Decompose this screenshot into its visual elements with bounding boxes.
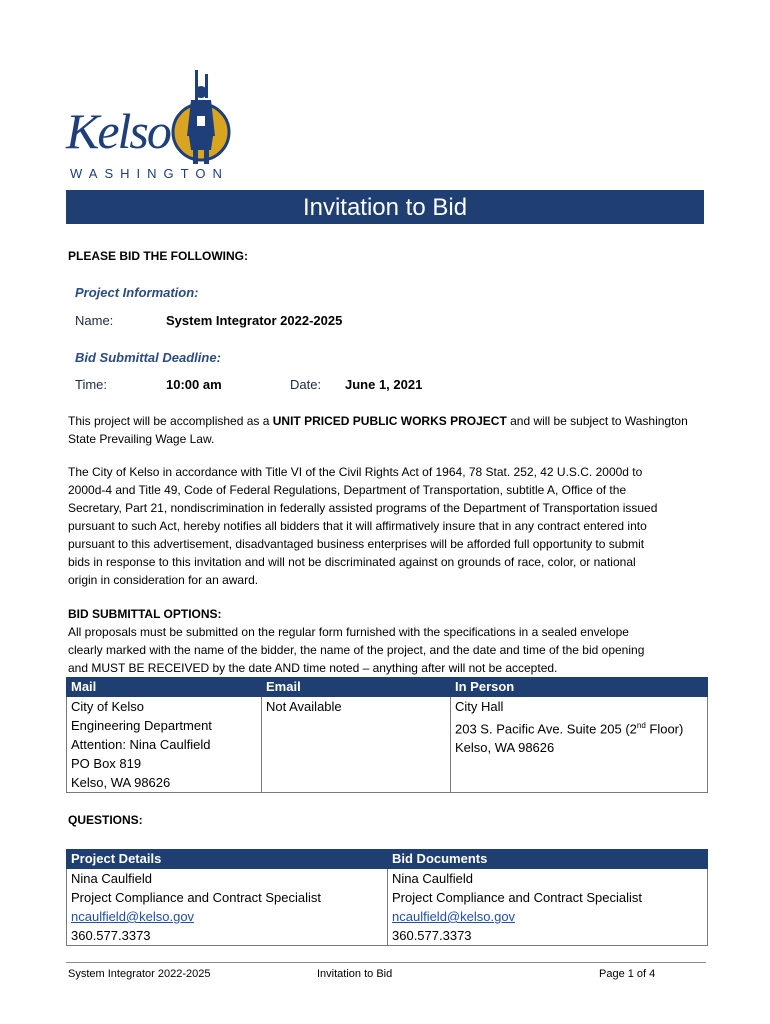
deadline-label: Bid Submittal Deadline: xyxy=(75,350,221,365)
time-label: Time: xyxy=(75,377,108,392)
contact-phone: 360.577.3373 xyxy=(392,928,472,943)
table-row xyxy=(67,697,708,793)
logo-wordmark: Kelso xyxy=(66,103,170,159)
footer-center: Invitation to Bid xyxy=(317,968,393,980)
para2-line-3: Secretary, Part 21, nondiscrimination in federally assisted programs of the Department of Transportation issued xyxy=(68,501,658,515)
in-person-line-3: Kelso, WA 98626 xyxy=(455,740,555,756)
civil-rights-paragraph xyxy=(68,463,708,589)
footer-divider xyxy=(66,962,706,963)
mail-line: City of Kelso xyxy=(71,699,144,714)
in-person-address-pre: 203 S. Pacific Ave. Suite 205 (2 xyxy=(455,721,637,737)
bid-options-line-3: and MUST BE RECEIVED by the date AND time noted – anything after will not be accepted. xyxy=(68,661,558,675)
mail-line: Kelso, WA 98626 xyxy=(71,775,171,790)
contact-role: Project Compliance and Contract Specialist xyxy=(71,890,322,905)
bagpiper-seal-icon xyxy=(171,66,233,170)
project-name-value: System Integrator 2022-2025 xyxy=(166,313,343,328)
date-value: June 1, 2021 xyxy=(345,377,423,392)
col-email: Email xyxy=(262,678,451,697)
logo-subtitle: WASHINGTON xyxy=(70,166,229,181)
in-person-address-sup: nd xyxy=(636,721,646,730)
col-in-person: In Person xyxy=(451,678,708,697)
bid-options-heading: BID SUBMITTAL OPTIONS: xyxy=(68,607,222,621)
wage-law-paragraph xyxy=(68,412,708,448)
para1-bold: UNIT PRICED PUBLIC WORKS PROJECT xyxy=(272,414,507,428)
para2-line-5: pursuant to this advertisement, disadvantaged business enterprises will be afforded full opportunity to submit xyxy=(68,537,645,551)
date-label: Date: xyxy=(290,377,322,392)
para2-line-7: origin in consideration for an award. xyxy=(68,573,259,587)
time-value: 10:00 am xyxy=(166,377,222,392)
table-header-row xyxy=(67,850,708,869)
name-label: Name: xyxy=(75,313,114,328)
mail-line: PO Box 819 xyxy=(71,756,142,771)
para2-line-4: pursuant to such Act, hereby notifies all bidders that it will affirmatively insure that in any contract entered into xyxy=(68,519,647,533)
bid-options-section xyxy=(68,605,708,677)
questions-table xyxy=(66,849,708,946)
intro-heading: PLEASE BID THE FOLLOWING: xyxy=(68,249,248,263)
in-person-line-1: City Hall xyxy=(455,699,504,714)
contact-name: Nina Caulfield xyxy=(392,871,473,886)
para2-line-1: The City of Kelso in accordance with Title VI of the Civil Rights Act of 1964, 78 Stat. 252, 42 U.S.C. 2000d to xyxy=(68,465,643,479)
email-line: Not Available xyxy=(266,699,342,714)
submittal-options-table xyxy=(66,677,708,793)
project-info-label: Project Information: xyxy=(75,285,199,300)
contact-email-link[interactable]: ncaulfield@kelso.gov xyxy=(392,909,516,924)
mail-line: Engineering Department xyxy=(71,718,212,733)
contact-email-link[interactable]: ncaulfield@kelso.gov xyxy=(71,909,195,924)
mail-cell xyxy=(67,697,262,793)
page-title: Invitation to Bid xyxy=(66,190,704,224)
table-header-row xyxy=(67,678,708,697)
para1-pre: This project will be accomplished as a xyxy=(68,414,273,428)
kelso-logo xyxy=(66,66,236,182)
questions-heading: QUESTIONS: xyxy=(68,813,143,827)
footer-left: System Integrator 2022-2025 xyxy=(68,968,211,980)
mail-line: Attention: Nina Caulfield xyxy=(71,737,211,752)
bid-options-line-1: All proposals must be submitted on the regular form furnished with the specifications in a sealed envelope xyxy=(68,625,629,639)
col-bid-documents: Bid Documents xyxy=(388,850,708,869)
contact-name: Nina Caulfield xyxy=(71,871,152,886)
contact-phone: 360.577.3373 xyxy=(71,928,151,943)
bid-options-line-2: clearly marked with the name of the bidder, the name of the project, and the date and time of the bid opening xyxy=(68,643,645,657)
col-mail: Mail xyxy=(67,678,262,697)
para1-post: and will be subject to Washington State Prevailing Wage Law. xyxy=(68,414,688,446)
in-person-cell xyxy=(451,697,708,793)
in-person-line-2 xyxy=(455,716,703,738)
para2-line-6: bids in response to this invitation and will not be discriminated against on grounds of race, color, or national xyxy=(68,555,636,569)
table-row xyxy=(67,869,708,946)
footer-page-number: Page 1 of 4 xyxy=(599,968,656,980)
col-project-details: Project Details xyxy=(67,850,388,869)
contact-role: Project Compliance and Contract Specialist xyxy=(392,890,643,905)
project-details-cell xyxy=(67,869,388,946)
email-cell xyxy=(262,697,451,793)
in-person-address-post: Floor) xyxy=(645,721,684,737)
para2-line-2: 2000d-4 and Title 49, Code of Federal Regulations, Department of Transportation, subtitle A, Office of the xyxy=(68,483,627,497)
bid-documents-cell xyxy=(388,869,708,946)
